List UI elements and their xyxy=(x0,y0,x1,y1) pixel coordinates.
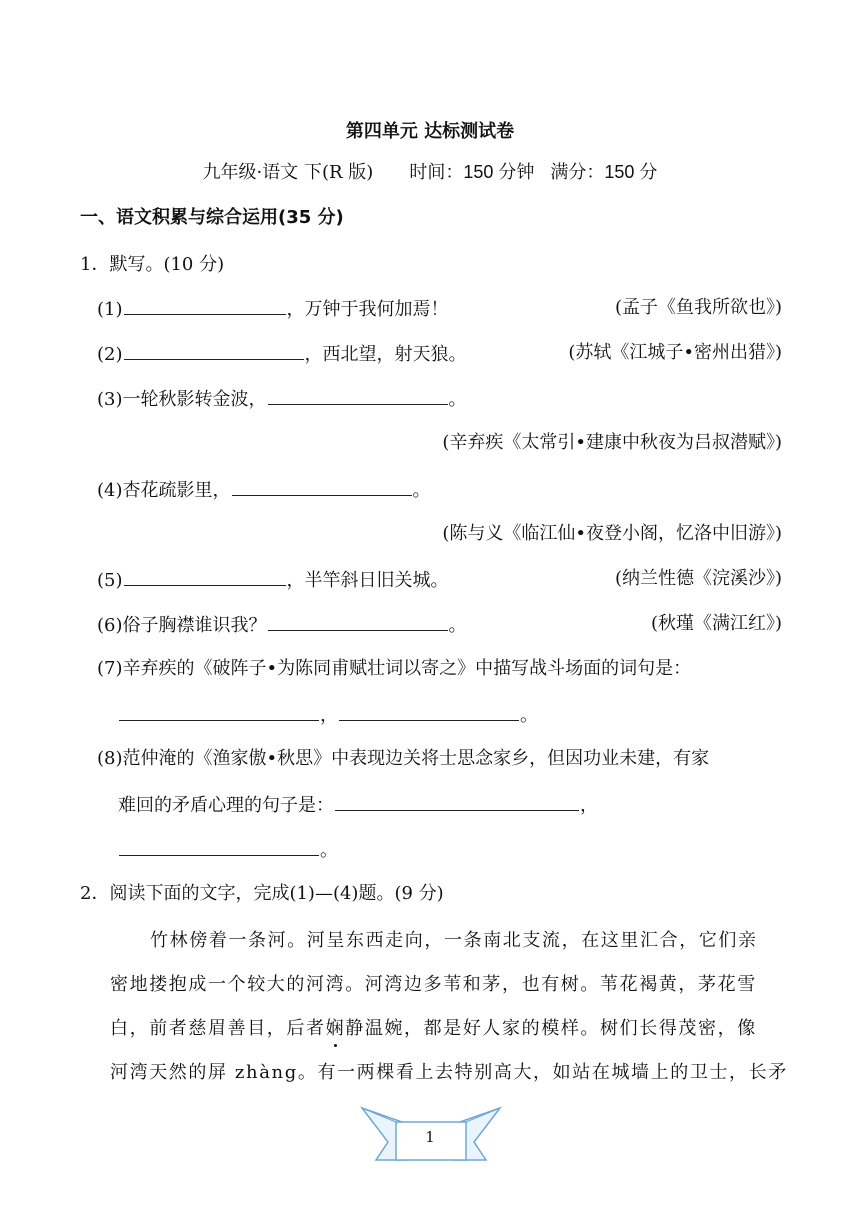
passage-line-3 xyxy=(110,1017,757,1041)
question-1-stem: 1．默写。(10 分) xyxy=(80,254,225,275)
item-prefix: (1) xyxy=(97,299,123,320)
item-prefix: (3)一轮秋影转金波， xyxy=(97,389,267,410)
passage-line-1: 竹林傍着一条河。河呈东西走向，一条南北支流，在这里汇合，它们亲 xyxy=(150,930,758,951)
item-prefix: (6)俗子胸襟谁识我？ xyxy=(97,615,267,636)
q1-item-5-source: (纳兰性德《浣溪沙》) xyxy=(614,568,782,589)
item-text: ，西北望，射天狼。 xyxy=(304,344,467,365)
item-prefix: (2) xyxy=(97,344,123,365)
q1-item-3 xyxy=(97,386,467,412)
item-prefix: (5) xyxy=(97,570,123,591)
q1-item-4 xyxy=(97,477,431,503)
item-text: 。 xyxy=(448,615,467,636)
answer-blank[interactable] xyxy=(232,477,412,496)
passage-line-4: 河湾天然的屏 zhàng。有一两棵看上去特别高大，如站在城墙上的卫士，长矛 xyxy=(110,1062,788,1083)
answer-blank[interactable] xyxy=(335,792,579,811)
emphasis-dot-char: 娴 xyxy=(325,1018,346,1039)
q1-item-8-line-2 xyxy=(118,792,598,818)
item-prefix: (4)杏花疏影里， xyxy=(97,480,231,501)
answer-blank[interactable] xyxy=(124,341,304,360)
page-number: 1 xyxy=(425,1128,435,1146)
question-2-stem: 2．阅读下面的文字，完成(1)—(4)题。(9 分) xyxy=(80,883,444,904)
q1-item-2 xyxy=(97,341,467,367)
item-text: 难回的矛盾心理的句子是： xyxy=(118,795,334,816)
grade-label: 九年级·语文 下(R 版) xyxy=(202,162,374,183)
passage-line-2: 密地搂抱成一个较大的河湾。河湾边多苇和茅，也有树。苇花褐黄，茅花雪 xyxy=(110,974,757,995)
passage-text: 静温婉，都是好人家的模样。树们长得茂密，像 xyxy=(345,1018,757,1039)
comma: ， xyxy=(320,705,338,726)
item-text: 。 xyxy=(448,389,467,410)
q1-item-2-source: (苏轼《江城子•密州出猎》) xyxy=(568,342,782,363)
period: 。 xyxy=(520,705,538,726)
answer-blank[interactable] xyxy=(124,567,286,586)
period: 。 xyxy=(320,840,338,861)
score-label: 满分： xyxy=(550,162,605,183)
answer-blank[interactable] xyxy=(119,702,319,721)
score-value: 150 分 xyxy=(604,162,658,182)
q1-item-8-line-3 xyxy=(118,837,338,863)
item-text: ，半竿斜日旧关城。 xyxy=(286,570,449,591)
q1-item-1 xyxy=(97,296,449,322)
time-value: 150 分钟 xyxy=(463,162,535,182)
q1-item-6-source: (秋瑾《满江红》) xyxy=(650,613,782,634)
time-label: 时间： xyxy=(409,162,464,183)
answer-blank[interactable] xyxy=(339,702,519,721)
exam-info xyxy=(0,158,860,184)
comma: ， xyxy=(580,795,598,816)
item-text: 。 xyxy=(412,480,431,501)
answer-blank[interactable] xyxy=(119,837,319,856)
q1-item-5 xyxy=(97,567,449,593)
answer-blank[interactable] xyxy=(124,296,286,315)
q1-item-3-source: (辛弃疾《太常引•建康中秋夜为吕叔潜赋》) xyxy=(442,432,782,453)
q1-item-1-source: (孟子《鱼我所欲也》) xyxy=(614,297,782,318)
answer-blank[interactable] xyxy=(268,386,448,405)
q1-item-8-line-1: (8)范仲淹的《渔家傲•秋思》中表现边关将士思念家乡，但因功业未建，有家 xyxy=(97,748,710,769)
answer-blank[interactable] xyxy=(268,612,448,631)
q1-item-7-answers xyxy=(118,702,538,728)
passage-text: 白，前者慈眉善目，后者 xyxy=(110,1018,326,1039)
q1-item-6 xyxy=(97,612,467,638)
q1-item-4-source: (陈与义《临江仙•夜登小阁，忆洛中旧游》) xyxy=(442,523,782,544)
page-title: 第四单元 达标测试卷 xyxy=(345,121,515,142)
q1-item-7: (7)辛弃疾的《破阵子•为陈同甫赋壮词以寄之》中描写战斗场面的词句是： xyxy=(97,658,692,679)
section-heading: 一、语文积累与综合运用(35 分) xyxy=(80,207,344,228)
item-text: ，万钟于我何加焉！ xyxy=(286,299,449,320)
